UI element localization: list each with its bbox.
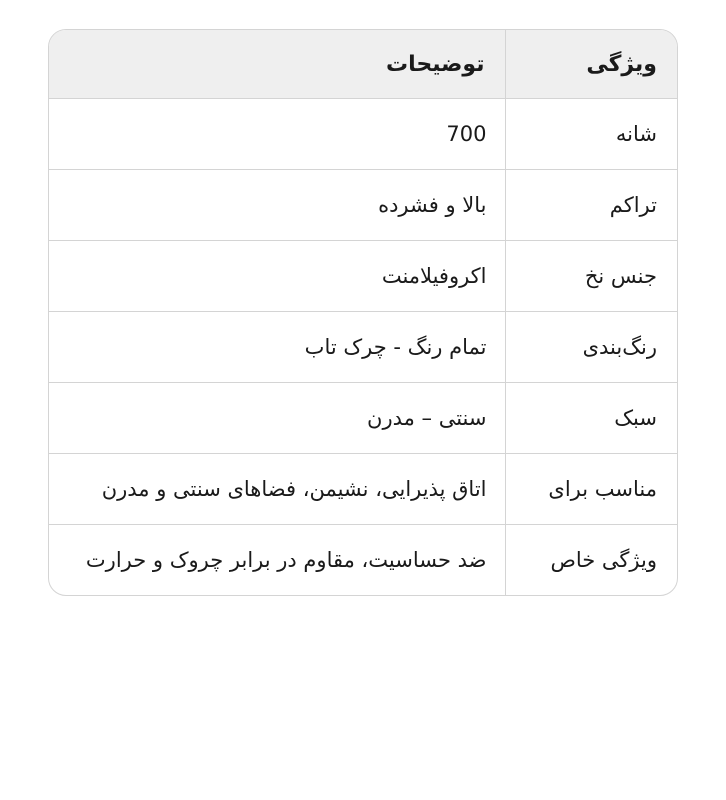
header-description: توضیحات xyxy=(49,30,505,99)
table-row xyxy=(49,99,677,170)
cell-feature: شانه xyxy=(505,99,677,170)
table-row xyxy=(49,241,677,312)
cell-description: 700 xyxy=(49,99,505,170)
cell-description: اکروفیلامنت xyxy=(49,241,505,312)
table-row xyxy=(49,454,677,525)
cell-description: اتاق پذیرایی، نشیمن، فضاهای سنتی و مدرن xyxy=(49,454,505,525)
header-feature: ویژگی xyxy=(505,30,677,99)
cell-feature: رنگ‌بندی xyxy=(505,312,677,383)
table-row xyxy=(49,170,677,241)
cell-feature: جنس نخ xyxy=(505,241,677,312)
table-row xyxy=(49,525,677,596)
cell-feature: ویژگی خاص xyxy=(505,525,677,596)
cell-feature: سبک xyxy=(505,383,677,454)
table-header-row xyxy=(49,30,677,99)
cell-description: ضد حساسیت، مقاوم در برابر چروک و حرارت xyxy=(85,548,487,572)
cell-description: بالا و فشرده xyxy=(49,170,505,241)
specs-table-container xyxy=(48,29,678,596)
cell-description: تمام رنگ - چرک تاب xyxy=(49,312,505,383)
cell-feature: تراکم xyxy=(505,170,677,241)
table-row xyxy=(49,312,677,383)
cell-description: سنتی – مدرن xyxy=(49,383,505,454)
cell-feature: مناسب برای xyxy=(505,454,677,525)
table-row xyxy=(49,383,677,454)
specs-table xyxy=(49,30,677,595)
